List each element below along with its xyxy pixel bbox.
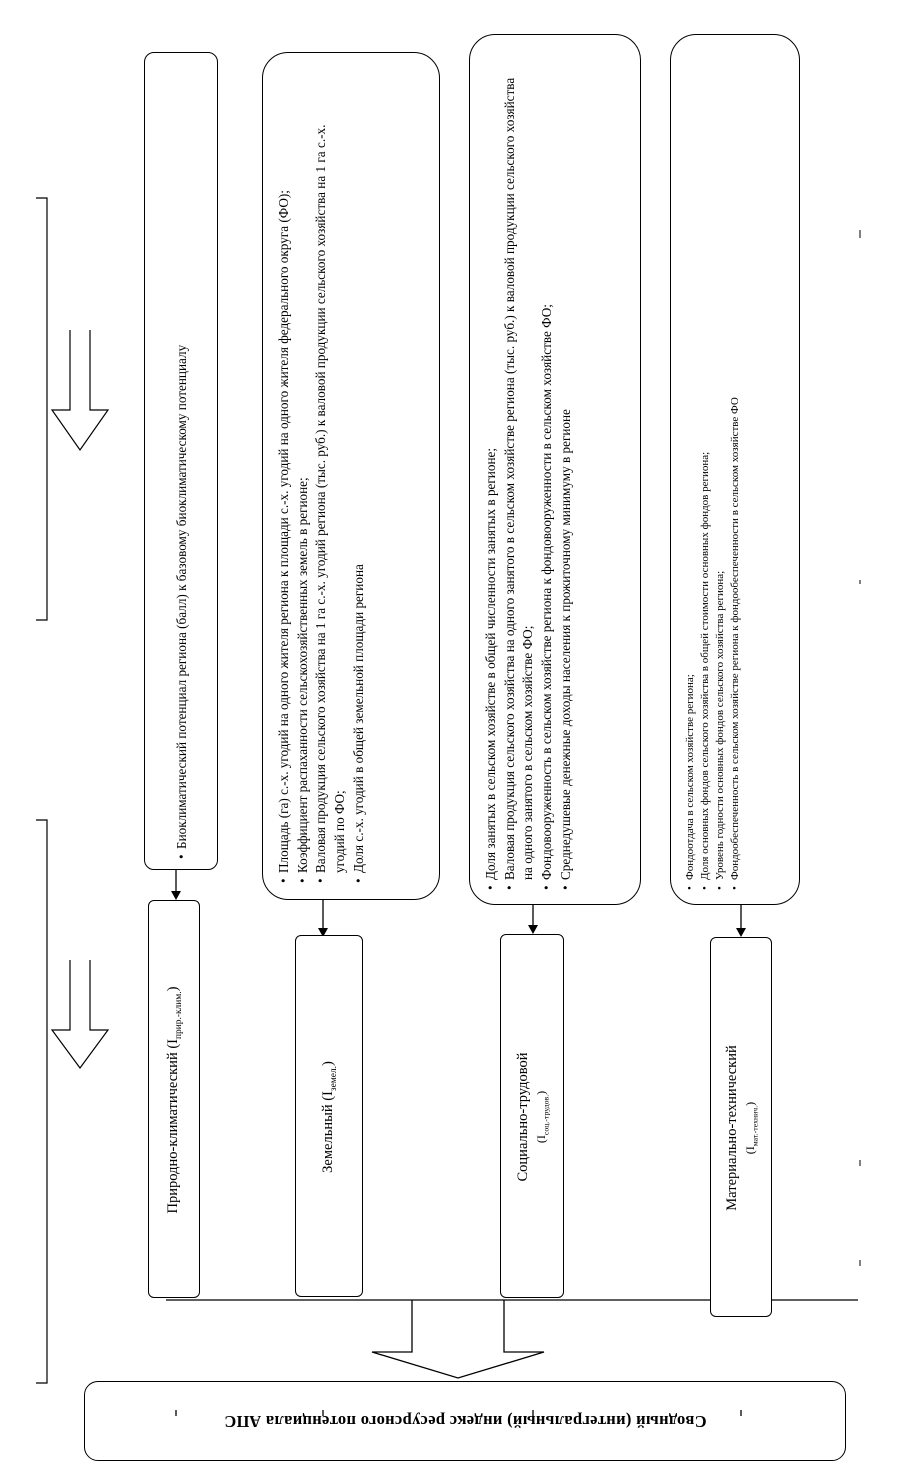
category-box-social-labour bbox=[500, 934, 564, 1298]
indicator-item: • Доля занятых в сельском хозяйстве в общей численности занятых в регионе; bbox=[482, 65, 501, 890]
indicator-item: • Биоклиматический потенциал региона (балл) к базовому биоклиматическому потенциалу bbox=[173, 65, 192, 859]
indicator-box-material-technical bbox=[670, 34, 800, 905]
category-label-climate: Природно-климатический $(I_{прир.-клим.})$ bbox=[165, 986, 185, 1214]
indicator-list-climate bbox=[173, 65, 192, 859]
indicator-item: • Фондообеспеченность в сельском хозяйстве региона к фондообеспеченности в сельском хозяйстве ФО bbox=[728, 65, 743, 890]
category-box-land bbox=[295, 935, 363, 1297]
indicator-item: • Площадь (га) с.-х. угодий на одного жителя региона к площади с.-х. угодий на одного жителя федерального округа (ФО); bbox=[275, 87, 294, 883]
category-box-climate bbox=[148, 900, 200, 1298]
indicator-item: • Уровень годности основных фондов сельского хозяйства региона; bbox=[713, 65, 728, 890]
category-box-material-technical bbox=[710, 937, 772, 1317]
indicator-item: • Валовая продукция сельского хозяйства на 1 га с.-х. угодий региона (тыс. руб.) к валовой продукции сельского хозяйства на 1 га с.-х. угодий по ФО; bbox=[312, 87, 349, 883]
category-code-social-labour: $(I_{соц.-трудов.})$ bbox=[534, 1090, 551, 1144]
indicator-box-land bbox=[262, 52, 440, 900]
indicator-item: • Среднедушевые денежные доходы населения к прожиточному минимуму в регионе bbox=[557, 65, 576, 890]
indicator-item: • Доля основных фондов сельского хозяйства в общей стоимости основных фондов региона; bbox=[698, 65, 713, 890]
category-label-land: Земельный $(I_{земел.})$ bbox=[320, 1061, 340, 1173]
indicator-box-social-labour bbox=[469, 34, 641, 905]
indicator-item: • Валовая продукция сельского хозяйства на одного занятого в сельском хозяйстве региона (тыс. руб.) к валовой продукции сельского хозяйства на одного занятого в сельском хозяйстве ФО; bbox=[501, 65, 538, 890]
category-code-material-technical: $(I_{мат.-технич.})$ bbox=[743, 1101, 760, 1155]
indicator-item: • Фондоотдача в сельском хозяйстве региона; bbox=[683, 65, 698, 890]
indicator-list-social-labour bbox=[482, 65, 576, 890]
indicator-item: • Фондовооруженность в сельском хозяйстве региона к фондовооруженности в сельском хозяйстве ФО; bbox=[538, 65, 557, 890]
summary-index-title: Сводный (интегральный) индекс ресурсного потенциала АПС bbox=[223, 1412, 707, 1431]
indicator-item: • Коэффициент распаханности сельскохозяйственных земель в регионе; bbox=[294, 87, 313, 883]
indicator-box-climate bbox=[144, 52, 218, 870]
category-label-material-technical: Материально-технический bbox=[723, 1045, 740, 1211]
indicator-list-land bbox=[275, 87, 369, 883]
summary-index-box bbox=[84, 1381, 846, 1461]
category-label-social-labour: Социально-трудовой bbox=[514, 1052, 531, 1182]
indicator-list-material-technical bbox=[683, 65, 742, 890]
indicator-item: • Доля с.-х. угодий в общей земельной площади региона bbox=[350, 87, 369, 883]
